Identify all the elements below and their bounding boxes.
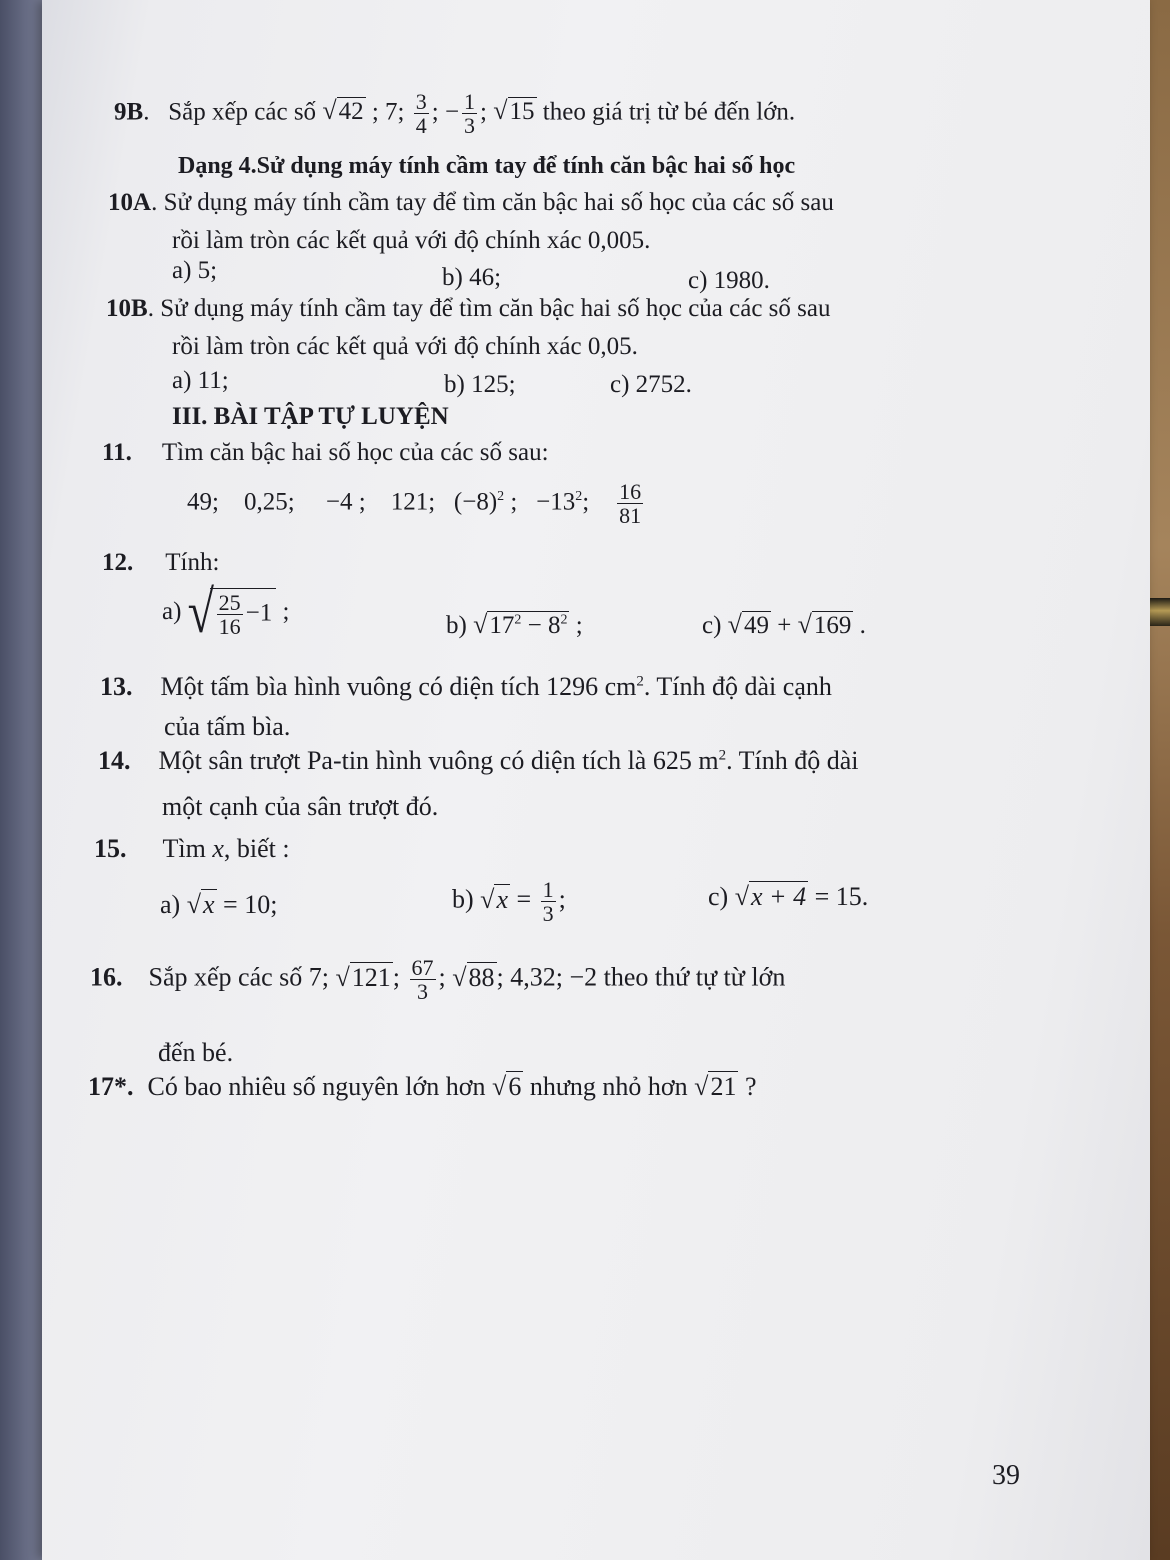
sqrt-expression: √x + 4 [734, 882, 807, 911]
book-page [42, 0, 1150, 1560]
sqrt-expression: √x [186, 890, 215, 919]
exercise-12-part-c: c) √49 + √169 . [702, 610, 866, 639]
exercise-11: 11. Tìm căn bậc hai số học của các số sau: [102, 439, 549, 466]
exercise-14-line1: 14. Một sân trượt Pa-tin hình vuông có diện tích là 625 $m^2$. Tính độ dài [98, 746, 859, 775]
exercise-10a-line2: rồi làm tròn các kết quả với độ chính xác 0,005. [172, 227, 651, 254]
exercise-11-numbers: 49; 0,25; −4 ; 121; $(-8)^2$ ; $-13^2$; $\frac{16}{81}$ [187, 479, 642, 529]
sqrt-expression: √6 [492, 1072, 522, 1101]
exercise-12: 12. Tính: [102, 549, 220, 576]
exercise-10b-line2: rồi làm tròn các kết quả với độ chính xác 0,05. [172, 333, 638, 360]
exercise-10b-line1: 10B. Sử dụng máy tính cầm tay để tìm căn bậc hai số học của các số sau [106, 295, 831, 322]
exercise-10b-option-a: a) 11; [172, 367, 229, 394]
exercise-label: 16. [90, 962, 123, 992]
exercise-label: 9B [114, 98, 144, 126]
exercise-10a-option-a: a) 5; [172, 257, 218, 284]
fraction: $\frac{67}{3}$ [411, 955, 434, 1005]
exercise-12-part-a: a) √ $\frac{25}{16}$ −1 ; [162, 579, 290, 646]
exercise-10a-option-b: b) 46; [442, 264, 502, 291]
exercise-13-line2: của tấm bìa. [164, 712, 291, 741]
page-number: 39 [992, 1460, 1020, 1491]
exercise-10b-option-c: c) 2752. [610, 371, 692, 398]
exercise-10b-option-b: b) 125; [444, 371, 516, 398]
exercise-label: 13. [100, 672, 133, 701]
exercise-17: 17*. Có bao nhiêu số nguyên lớn hơn √6 nhưng nhỏ hơn √21 ? [88, 1072, 757, 1101]
exercise-label: 15. [94, 834, 127, 863]
exercise-label: 11. [102, 439, 132, 466]
exercise-13-line1: 13. Một tấm bìa hình vuông có diện tích 1296 $cm^2$. Tính độ dài cạnh [100, 672, 832, 701]
sqrt-expression: √ $\frac{25}{16}$ −1 [210, 588, 277, 638]
sqrt-expression: √121 [335, 962, 391, 992]
exercise-12-part-b: b) $√17^2 - 8^2$ ; [446, 610, 583, 639]
sqrt-expression: √42 [322, 96, 364, 126]
exercise-text: Sắp xếp các số [168, 98, 323, 126]
sqrt-expression: $√17^2 - 8^2$ [473, 610, 568, 639]
sqrt-expression: √169 [797, 610, 852, 639]
fraction: $\frac{1}{3}$ [464, 89, 476, 139]
exercise-label: 10A [108, 189, 152, 216]
sqrt-expression: √88 [452, 962, 495, 992]
fraction: $\frac{3}{4}$ [415, 89, 427, 139]
exercise-10a-line1: 10A. Sử dụng máy tính cầm tay để tìm căn bậc hai số học của các số sau [108, 189, 834, 216]
exercise-15-part-b: b) √x = $\frac{1}{3}$ ; [452, 877, 566, 927]
sqrt-expression: √15 [493, 96, 535, 126]
sqrt-expression: √21 [694, 1072, 737, 1101]
exercise-16-line2: đến bé. [158, 1038, 234, 1067]
section-heading-iii: III. BÀI TẬP TỰ LUYỆN [172, 403, 449, 430]
exercise-label: 10B [106, 295, 148, 322]
exercise-label: 17*. [88, 1072, 134, 1101]
exercise-15: 15. Tìm x, biết : [94, 834, 290, 863]
exercise-label: 14. [98, 746, 131, 775]
exercise-14-line2: một cạnh của sân trượt đó. [162, 792, 439, 821]
fraction: $\frac{1}{3}$ [542, 877, 554, 927]
exercise-9b: 9B. Sắp xếp các số √42 ; 7; $\frac{3}{4}$ ; − $\frac{1}{3}$ ; √15 theo giá trị từ bé đến lớn. [114, 89, 796, 139]
section-heading-dang4: Dạng 4.Sử dụng máy tính cầm tay để tính căn bậc hai số học [178, 153, 796, 179]
exercise-10a-option-c: c) 1980. [688, 267, 770, 294]
fraction: $\frac{16}{81}$ [619, 479, 642, 529]
exercise-16-line1: 16. Sắp xếp các số 7; √121; $\frac{67}{3}$ ; √88; 4,32; −2 theo thứ tự từ lớn [90, 955, 786, 1005]
exercise-15-part-c: c) √x + 4 = 15. [708, 882, 869, 911]
sqrt-expression: √49 [727, 610, 769, 639]
exercise-15-part-a: a) √x = 10; [160, 890, 278, 919]
sqrt-expression: √x [480, 884, 508, 914]
exercise-label: 12. [102, 549, 134, 576]
